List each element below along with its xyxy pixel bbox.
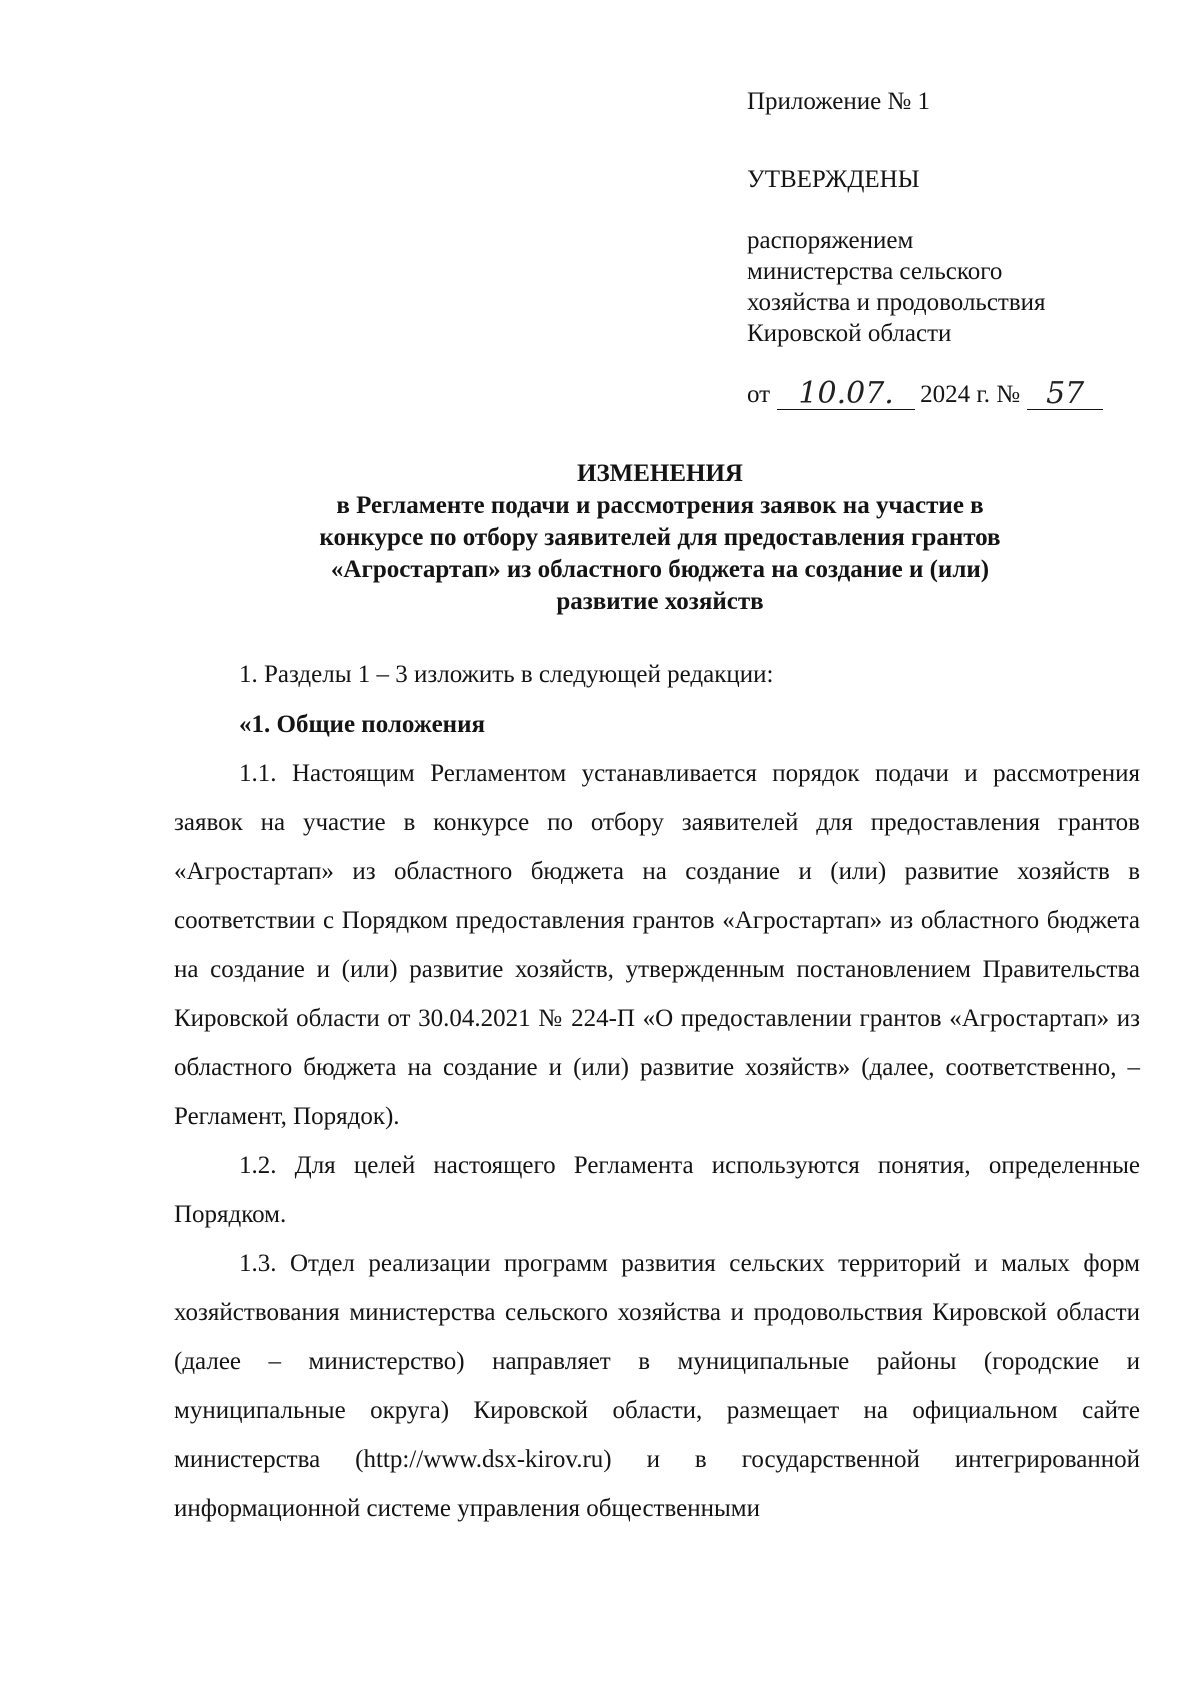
title-line: в Регламенте подачи и рассмотрения заявок на участие в: [336, 492, 984, 519]
handwritten-date: 10.07.: [777, 379, 915, 410]
approved-by-line: Кировской области: [747, 320, 952, 347]
title-line: конкурсе по отбору заявителей для предоставления грантов: [319, 524, 1001, 551]
document-body: [174, 650, 1140, 1533]
paragraph-1-2: 1.2. Для целей настоящего Регламента используются понятия, определенные Порядком.: [174, 1152, 1140, 1228]
title-line: развитие хозяйств: [556, 588, 764, 615]
date-prefix: от: [747, 381, 771, 408]
handwritten-number: 57: [1027, 379, 1103, 410]
approved-by-line: министерства сельского: [747, 258, 1003, 285]
annex-label: Приложение № 1: [747, 88, 931, 115]
order-date-line: [747, 376, 1167, 411]
approved-by-line: хозяйства и продовольствия: [747, 289, 1046, 316]
title-line: ИЗМЕНЕНИЯ: [577, 460, 743, 487]
year-text: 2024 г. №: [920, 381, 1021, 408]
paragraph-1: 1. Разделы 1 – 3 изложить в следующей редакции:: [239, 661, 774, 688]
paragraph-1-3: 1.3. Отдел реализации программ развития сельских территорий и малых форм хозяйствования министерства сельского хозяйства и продовольствия Кировской области (далее – министерство) направляет в муниципальные районы (городские и муниципальные округа) Кировской области, размещает на официальном сайте министерства (http://www.dsx-kirov.ru) и в государственной интегрированной информационной системе управления общественными: [174, 1250, 1140, 1522]
approved-label: УТВЕРЖДЕНЫ: [747, 166, 920, 193]
approved-by-line: распоряжением: [747, 227, 914, 254]
section-heading: «1. Общие положения: [239, 711, 486, 738]
paragraph-1-1: 1.1. Настоящим Регламентом устанавливается порядок подачи и рассмотрения заявок на участие в конкурсе по отбору заявителей для предоставления грантов «Агростартап» из областного бюджета на создание и (или) развитие хозяйств в соответствии с Порядком предоставления грантов «Агростартап» из областного бюджета на создание и (или) развитие хозяйств, утвержденным постановлением Правительства Кировской области от 30.04.2021 № 224-П «О предоставлении грантов «Агростартап» из областного бюджета на создание и (или) развитие хозяйств» (далее, соответственно, – Регламент, Порядок).: [174, 760, 1140, 1130]
approved-by: [747, 225, 1167, 349]
document-title: [200, 458, 1120, 618]
title-line: «Агростартап» из областного бюджета на создание и (или): [330, 556, 990, 583]
approval-block: [747, 86, 1167, 410]
